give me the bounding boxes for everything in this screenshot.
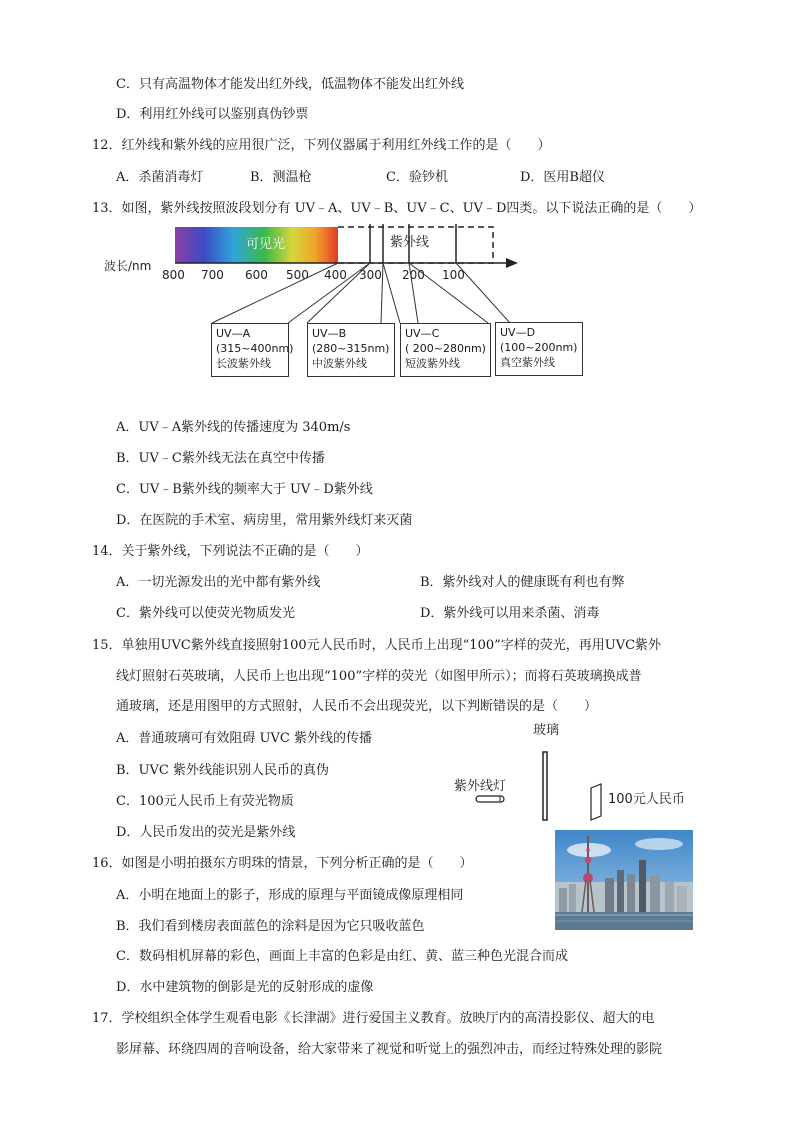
q12-option-c: C．验钞机 <box>386 170 448 185</box>
band-box-uv-a <box>211 323 294 377</box>
band-desc: 中波紫外线 <box>312 357 367 370</box>
glass-label: 玻璃 <box>533 723 560 738</box>
q12-stem: 12．红外线和紫外线的应用很广泛，下列仪器属于利用红外线工作的是（ ） <box>92 138 551 153</box>
q16-option-a: A．小明在地面上的影子，形成的原理与平面镜成像原理相同 <box>116 888 464 903</box>
q16-option-b: B．我们看到楼房表面蓝色的涂料是因为它只吸收蓝色 <box>116 919 425 934</box>
tick-label: 600 <box>245 268 268 282</box>
band-name: UV—C <box>405 327 440 340</box>
q13-option-c: C．UV﹣B紫外线的频率大于 UV﹣D紫外线 <box>116 482 373 497</box>
q13-stem: 13．如图，紫外线按照波段划分有 UV﹣A、UV﹣B、UV﹣C、UV﹣D四类。以下说法正确的是（ ） <box>92 201 702 216</box>
band-range: (280~315nm) <box>312 342 390 355</box>
tick-label: 100 <box>442 268 465 282</box>
q11-option-c: C．只有高温物体才能发出红外线，低温物体不能发出红外线 <box>116 77 464 92</box>
q12-option-d: D．医用B超仪 <box>520 170 605 185</box>
band-desc: 真空紫外线 <box>500 356 555 369</box>
band-range: (100~200nm) <box>500 341 578 354</box>
band-name: UV—B <box>312 327 347 340</box>
q17-stem-line-1: 17．学校组织全体学生观看电影《长津湖》进行爱国主义教育。放映厅内的高清投影仪、超大的电 <box>92 1011 655 1026</box>
q14-option-d: D．紫外线可以用来杀菌、消毒 <box>420 606 600 621</box>
axis-label: 波长/nm <box>104 259 152 273</box>
oriental-pearl-photo <box>555 830 693 930</box>
q14-option-a: A．一切光源发出的光中都有紫外线 <box>116 575 321 590</box>
banknote-icon <box>591 784 601 820</box>
q13-option-d: D．在医院的手术室、病房里，常用紫外线灯来灭菌 <box>116 513 413 528</box>
q17-stem-line-2: 影屏幕、环绕四周的音响设备，给大家带来了视觉和听觉上的强烈冲击，而经过特殊处理的影院 <box>116 1042 663 1057</box>
band-range: (315~400nm) <box>216 342 294 355</box>
band-name: UV—D <box>500 326 536 339</box>
band-box-uv-d <box>495 322 583 376</box>
spectrum-figure <box>100 222 530 332</box>
tick-label: 700 <box>201 268 224 282</box>
tick-label: 200 <box>402 268 425 282</box>
band-desc: 长波紫外线 <box>216 357 271 370</box>
q15-stem-line-3: 通玻璃，还是用图甲的方式照射，人民币不会出现荧光，以下判断错误的是（ ） <box>116 699 598 714</box>
q15-option-b: B．UVC 紫外线能识别人民币的真伪 <box>116 763 329 778</box>
q16-option-d: D．水中建筑物的倒影是光的反射形成的虚像 <box>116 980 374 995</box>
uv-label: 紫外线 <box>390 235 430 250</box>
band-range: ( 200~280nm) <box>405 342 486 355</box>
q13-option-a: A．UV﹣A紫外线的传播速度为 340m/s <box>116 420 351 435</box>
uvc-experiment-figure <box>448 720 698 828</box>
q15-option-a: A．普通玻璃可有效阻碍 UVC 紫外线的传播 <box>116 731 372 746</box>
money-label: 100元人民币 <box>608 792 685 807</box>
q12-option-a: A．杀菌消毒灯 <box>116 170 204 185</box>
band-desc: 短波紫外线 <box>405 357 460 370</box>
q15-option-c: C．100元人民币上有荧光物质 <box>116 794 294 809</box>
band-box-uv-b <box>307 323 395 377</box>
q13-option-b: B．UV﹣C紫外线无法在真空中传播 <box>116 451 325 466</box>
q15-stem-line-1: 15．单独用UVC紫外线直接照射100元人民币时，人民币上出现“100”字样的荧光，再用UVC紫外 <box>92 638 662 653</box>
band-name: UV—A <box>216 327 251 340</box>
tick-label: 500 <box>286 268 309 282</box>
q15-option-d: D．人民币发出的荧光是紫外线 <box>116 825 296 840</box>
uv-lamp-icon <box>476 796 504 802</box>
q12-option-b: B．测温枪 <box>250 170 312 185</box>
q14-option-b: B．紫外线对人的健康既有利也有弊 <box>420 575 625 590</box>
q15-stem-line-2: 线灯照射石英玻璃，人民币上也出现“100”字样的荧光（如图甲所示）；而将石英玻璃换成普 <box>116 669 642 684</box>
q16-stem: 16．如图是小明拍摄东方明珠的情景，下列分析正确的是（ ） <box>92 856 473 871</box>
tick-label: 800 <box>162 268 185 282</box>
visible-light-label: 可见光 <box>246 237 286 252</box>
q14-option-c: C．紫外线可以使荧光物质发光 <box>116 606 295 621</box>
q16-option-c: C．数码相机屏幕的彩色，画面上丰富的色彩是由红、黄、蓝三种色光混合而成 <box>116 949 568 964</box>
glass-pane <box>543 752 547 820</box>
band-box-uv-c <box>400 323 491 377</box>
q11-option-d: D．利用红外线可以鉴别真伪钞票 <box>116 107 309 122</box>
tick-label: 400 <box>324 268 347 282</box>
tick-label: 300 <box>359 268 382 282</box>
q14-stem: 14．关于紫外线，下列说法不正确的是（ ） <box>92 544 369 559</box>
lamp-label: 紫外线灯 <box>454 779 507 794</box>
